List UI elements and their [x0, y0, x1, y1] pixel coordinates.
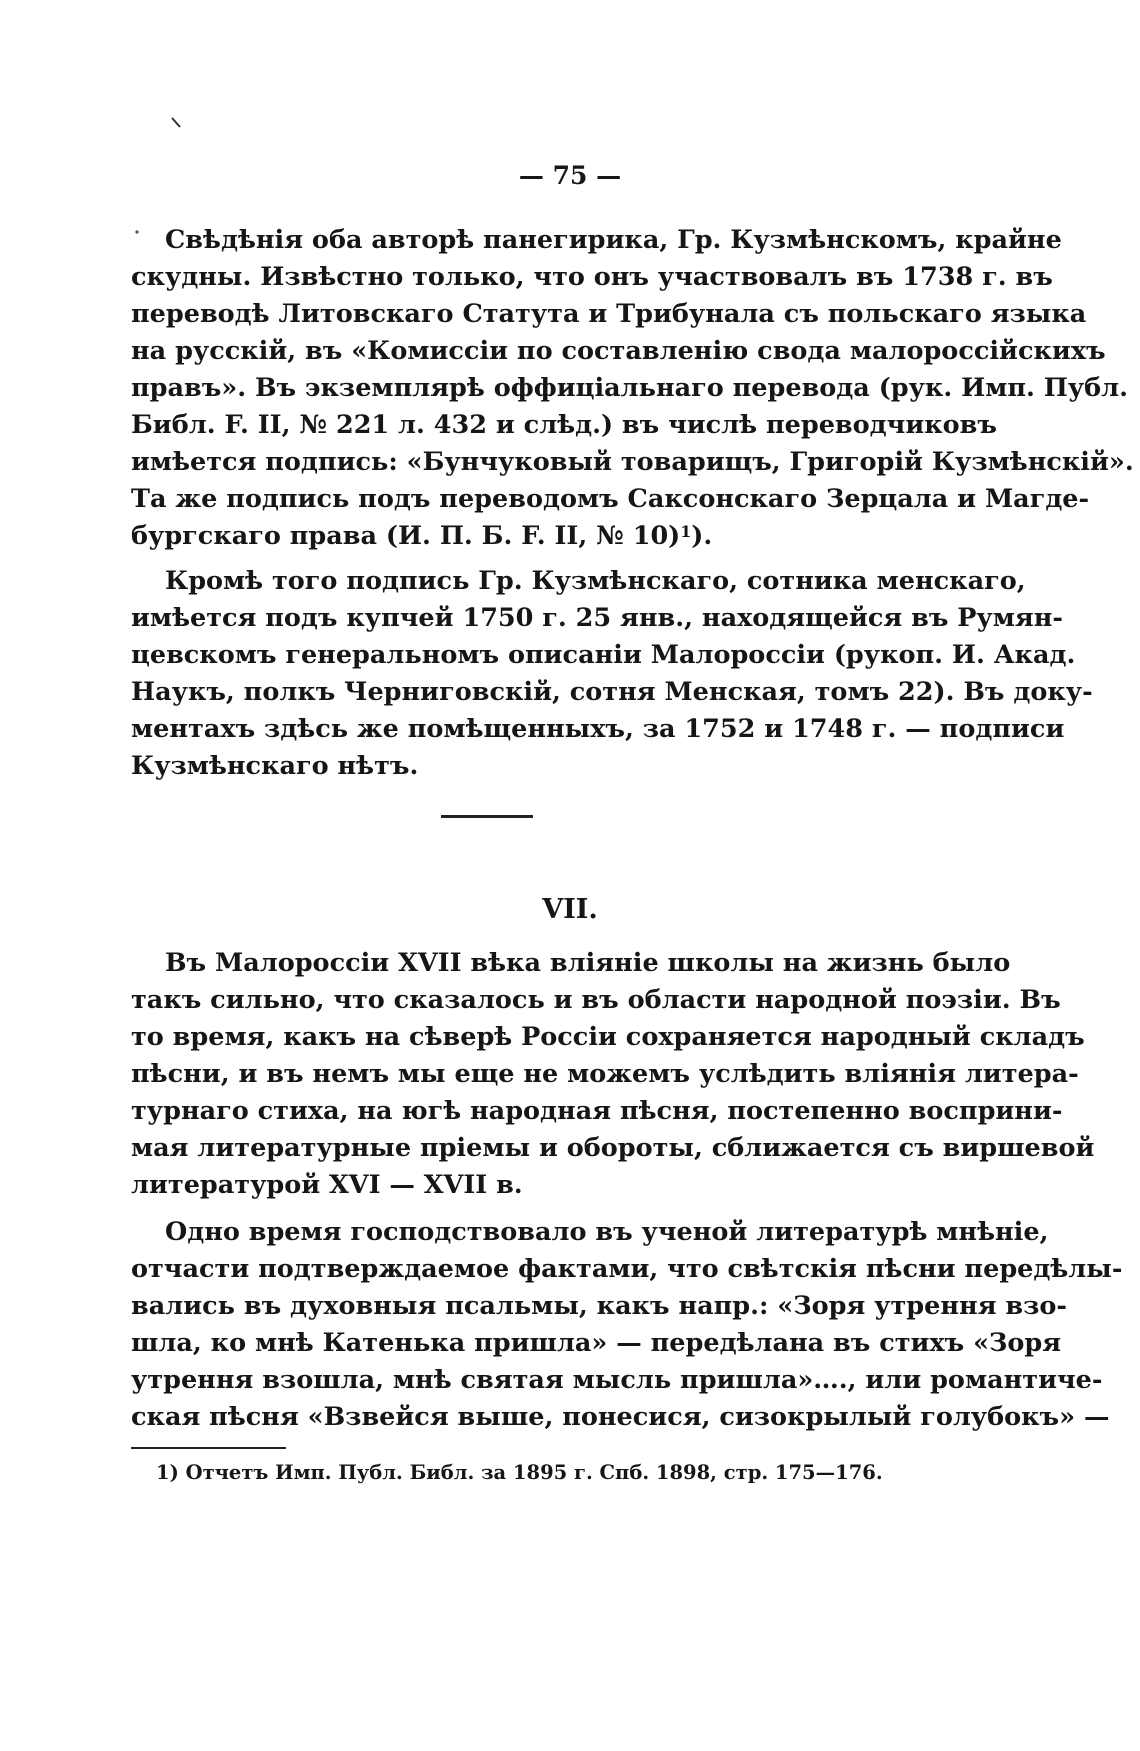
paragraph-line: турнаго стиха, на югѣ народная пѣсня, постепенно восприни- [131, 1096, 1063, 1126]
paragraph-line: имѣется подпись: «Бунчуковый товарищъ, Григорій Кузмѣнскій». [131, 447, 1134, 477]
paragraph-line: мая литературные пріемы и обороты, сближается съ виршевой [131, 1133, 1095, 1163]
paragraph-line: Кромѣ того подпись Гр. Кузмѣнскаго, сотника менскаго, [165, 566, 1026, 596]
paragraph-line: на русскій, въ «Комиссіи по составленію свода малороссійскихъ [131, 336, 1106, 366]
paragraph-line: правъ». Въ экземплярѣ оффиціальнаго перевода (рук. Имп. Публ. [131, 373, 1129, 403]
paragraph-line: Кузмѣнскаго нѣтъ. [131, 751, 419, 781]
section-title: VII. [542, 894, 598, 925]
paragraph-line [131, 518, 909, 554]
paragraph-line: ментахъ здѣсь же помѣщенныхъ, за 1752 и 1748 г. — подписи [131, 714, 1065, 744]
paragraph-line: ская пѣсня «Взвейся выше, понесися, сизокрылый голубокъ» — [131, 1402, 1110, 1432]
footnote: 1) Отчетъ Имп. Публ. Библ. за 1895 г. Спб. 1898, стр. 175—176. [156, 1461, 883, 1484]
paragraph-line-text: бургскаго права (И. П. Б. F. II, № 10) [131, 521, 681, 551]
paragraph-line: имѣется подъ купчей 1750 г. 25 янв., находящейся въ Румян- [131, 603, 1063, 633]
paragraph-line: скудны. Извѣстно только, что онъ участвовалъ въ 1738 г. въ [131, 262, 1053, 292]
paragraph-line-end: ). [691, 521, 713, 551]
page-number: — 75 — [518, 161, 622, 190]
paragraph-line: утрення взошла, мнѣ святая мысль пришла»…., или романтиче- [131, 1365, 1103, 1395]
paragraph-line: Библ. F. II, № 221 л. 432 и слѣд.) въ числѣ переводчиковъ [131, 410, 997, 440]
paragraph-line: вались въ духовныя псальмы, какъ напр.: «Зоря утрення взо- [131, 1291, 1067, 1321]
paragraph-line: переводѣ Литовскаго Статута и Трибунала съ польскаго языка [131, 299, 1087, 329]
paragraph-line: Въ Малороссіи XVII вѣка вліяніе школы на жизнь было [165, 948, 1011, 978]
paragraph-line: Свѣдѣнія оба авторѣ панегирика, Гр. Кузмѣнскомъ, крайне [165, 225, 1062, 255]
footnote-separator [131, 1447, 286, 1449]
section-divider [441, 815, 533, 818]
paragraph-line: то время, какъ на сѣверѣ Россіи сохраняется народный складъ [131, 1022, 1085, 1052]
paragraph-line: шла, ко мнѣ Катенька пришла» — передѣлана въ стихъ «Зоря [131, 1328, 1062, 1358]
scan-speck [135, 230, 138, 233]
footnote-reference: 1 [680, 521, 692, 541]
paragraph-line: Одно время господствовало въ ученой литературѣ мнѣніе, [165, 1217, 1049, 1247]
paragraph-line: отчасти подтверждаемое фактами, что свѣтскія пѣсни передѣлы- [131, 1254, 1123, 1284]
paragraph-line: цевскомъ генеральномъ описаніи Малороссіи (рукоп. И. Акад. [131, 640, 1076, 670]
paragraph-line: Наукъ, полкъ Черниговскій, сотня Менская, томъ 22). Въ доку- [131, 677, 1093, 707]
paragraph-line: литературой XVI — XVII в. [131, 1170, 523, 1200]
paragraph-line: такъ сильно, что сказалось и въ области народной поэзіи. Въ [131, 985, 1061, 1015]
paragraph-line: пѣсни, и въ немъ мы еще не можемъ услѣдить вліянія литера- [131, 1059, 1079, 1089]
paragraph-line: Та же подпись подъ переводомъ Саксонскаго Зерцала и Магде- [131, 484, 1090, 514]
scan-speck [172, 118, 180, 127]
